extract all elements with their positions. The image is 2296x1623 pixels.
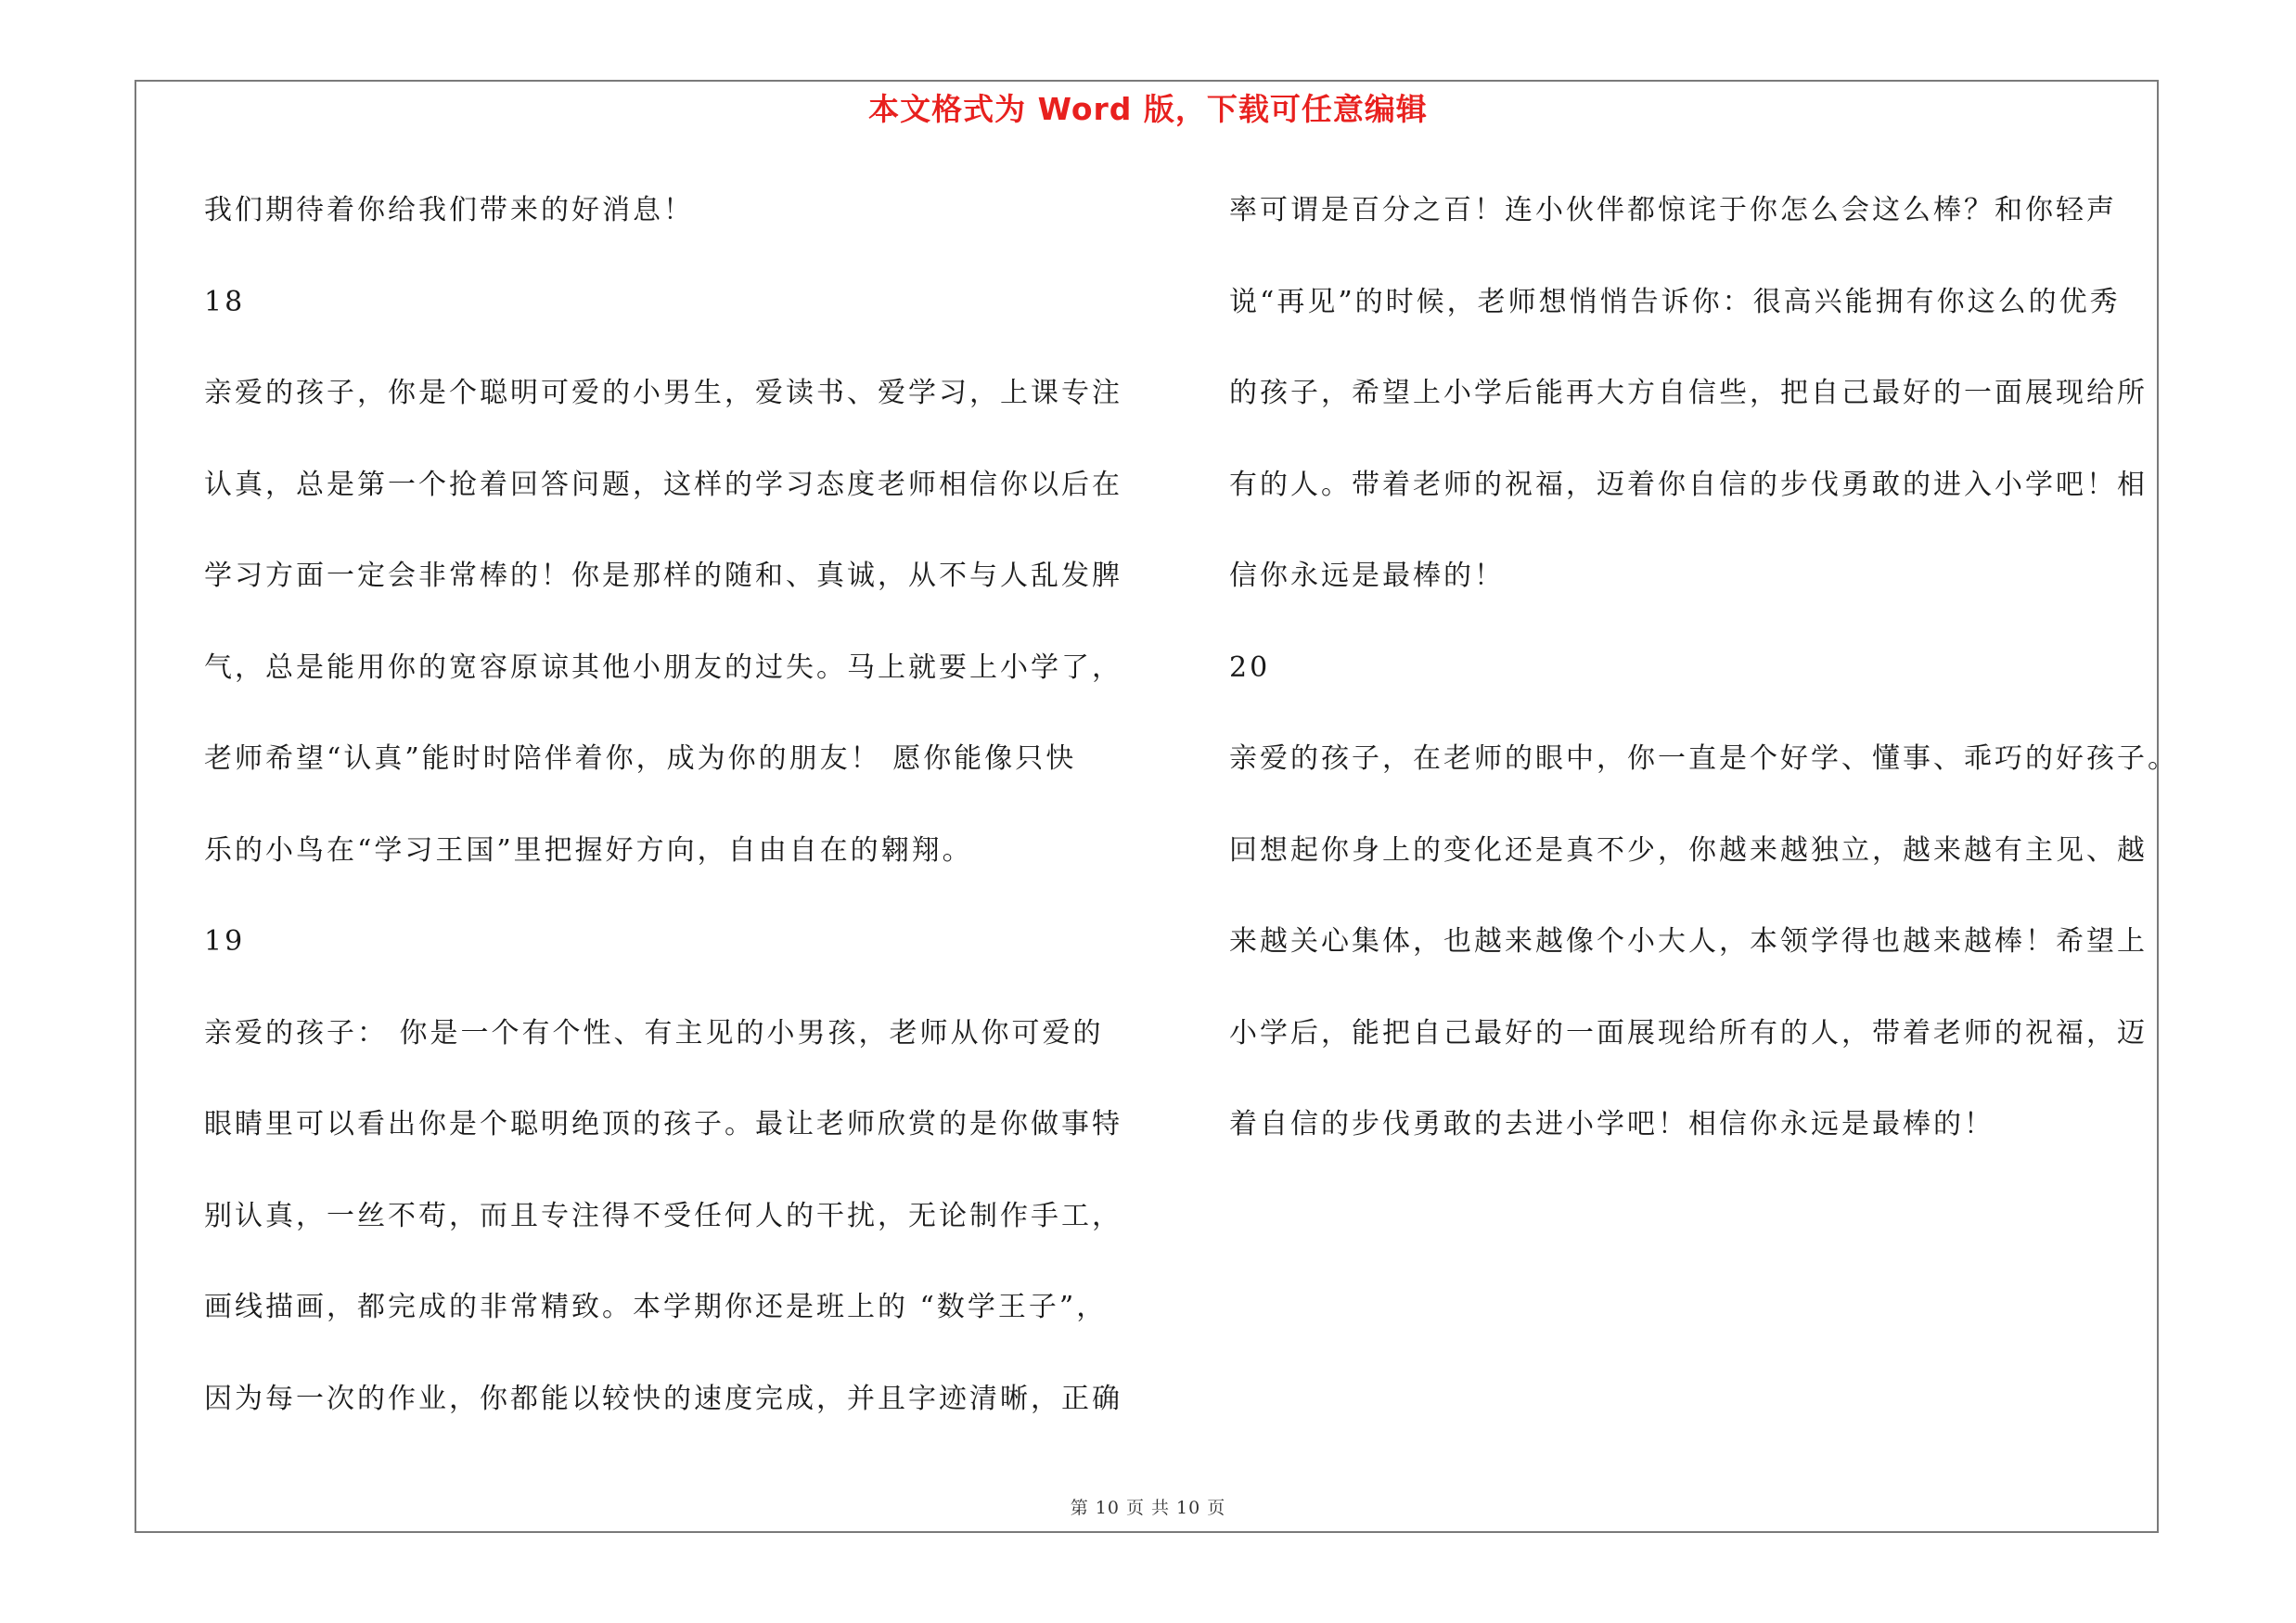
text-line: 有的人。带着老师的祝福，迈着你自信的步伐勇敢的进入小学吧！相 xyxy=(1229,468,2148,501)
text-line: 老师希望“认真”能时时陪伴着你，成为你的朋友！ 愿你能像只快 xyxy=(204,742,1077,775)
text-line: 亲爱的孩子，你是个聪明可爱的小男生，爱读书、爱学习，上课专注 xyxy=(204,377,1122,409)
text-line: 回想起你身上的变化还是真不少，你越来越独立，越来越有主见、越 xyxy=(1229,833,2148,867)
right-text-column xyxy=(1229,176,2178,1182)
word-format-banner: 本文格式为 Word 版，下载可任意编辑 xyxy=(868,91,1428,127)
text-line: 乐的小鸟在“学习王国”里把握好方向，自由自在的翱翔。 xyxy=(204,833,973,867)
text-line: 眼睛里可以看出你是个聪明绝顶的孩子。最让老师欣赏的是你做事特 xyxy=(204,1108,1122,1140)
text-line: 学习方面一定会非常棒的！你是那样的随和、真诚，从不与人乱发脾 xyxy=(204,560,1122,592)
text-line: 的孩子，希望上小学后能再大方自信些，把自己最好的一面展现给所 xyxy=(1229,377,2148,409)
text-line: 认真，总是第一个抢着回答问题，这样的学习态度老师相信你以后在 xyxy=(204,468,1122,501)
section-number-18: 18 xyxy=(204,285,246,318)
text-line: 信你永远是最棒的！ xyxy=(1229,560,1505,592)
text-line: 别认真，一丝不苟，而且专注得不受任何人的干扰，无论制作手工， xyxy=(204,1199,1122,1232)
section-number-20: 20 xyxy=(1229,650,1271,684)
text-line: 着自信的步伐勇敢的去进小学吧！相信你永远是最棒的！ xyxy=(1229,1108,1995,1140)
text-line: 率可谓是百分之百！连小伙伴都惊诧于你怎么会这么棒？和你轻声 xyxy=(1229,194,2117,226)
text-line: 亲爱的孩子，在老师的眼中，你一直是个好学、懂事、乖巧的好孩子。 xyxy=(1229,742,2178,775)
section-number-19: 19 xyxy=(204,925,246,958)
text-line: 说“再见”的时候，老师想悄悄告诉你：很高兴能拥有你这么的优秀 xyxy=(1229,285,2121,318)
text-line: 我们期待着你给我们带来的好消息！ xyxy=(204,194,694,226)
page-number-footer: 第 10 页 共 10 页 xyxy=(1070,1498,1226,1518)
text-line: 画线描画，都完成的非常精致。本学期你还是班上的 “数学王子”， xyxy=(204,1291,1108,1323)
text-line: 因为每一次的作业，你都能以较快的速度完成，并且字迹清晰，正确 xyxy=(204,1382,1122,1415)
text-line: 亲爱的孩子： 你是一个有个性、有主见的小男孩，老师从你可爱的 xyxy=(204,1016,1104,1050)
left-text-column xyxy=(204,176,1150,1456)
text-line: 来越关心集体，也越来越像个小大人，本领学得也越来越棒！希望上 xyxy=(1229,925,2148,958)
text-line: 气，总是能用你的宽容原谅其他小朋友的过失。马上就要上小学了， xyxy=(204,650,1122,684)
text-line: 小学后，能把自己最好的一面展现给所有的人，带着老师的祝福，迈 xyxy=(1229,1016,2148,1050)
